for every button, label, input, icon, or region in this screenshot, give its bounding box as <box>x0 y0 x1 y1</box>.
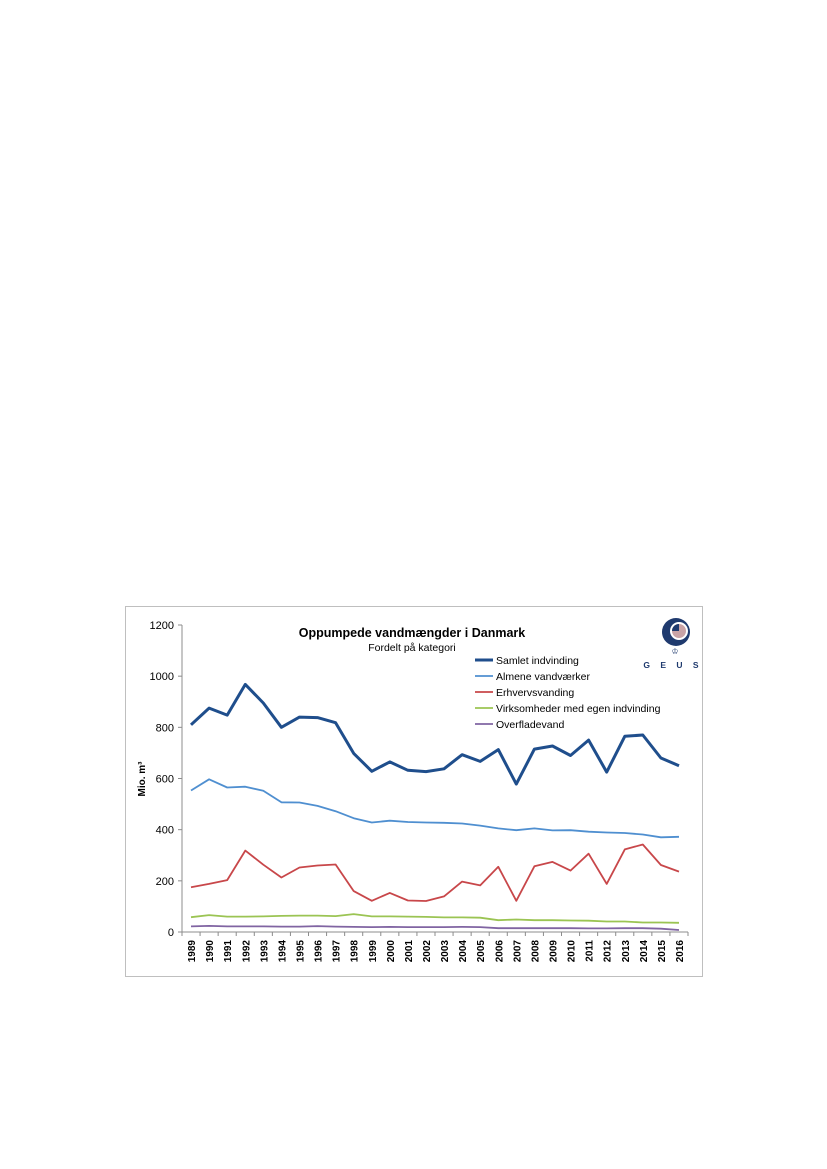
x-tick-label: 1997 <box>331 940 343 963</box>
chart-title: Oppumpede vandmængder i Danmark <box>298 626 526 640</box>
legend <box>475 655 661 731</box>
y-tick-label: 200 <box>155 875 174 888</box>
x-tick-label: 2006 <box>494 940 506 963</box>
x-tick-label: 2012 <box>602 940 614 963</box>
x-tick-label: 2004 <box>458 940 470 963</box>
y-tick-label: 1200 <box>149 620 174 632</box>
x-tick-label: 1993 <box>259 940 271 963</box>
crown-icon: ♔ <box>671 647 679 656</box>
legend-label: Erhvervsvanding <box>496 687 575 699</box>
chart-subtitle: Fordelt på kategori <box>368 642 456 654</box>
legend-label: Overfladevand <box>496 719 565 731</box>
x-tick-label: 1992 <box>241 940 253 963</box>
x-tick-label: 2001 <box>403 940 415 963</box>
x-tick-label: 1995 <box>295 940 307 963</box>
x-tick-label: 2008 <box>530 940 542 963</box>
series-lines <box>191 684 679 930</box>
y-tick-label: 400 <box>155 824 174 837</box>
series-line-almene-vandv-rker <box>191 779 679 837</box>
x-tick-label: 1999 <box>367 940 379 963</box>
x-tick-label: 2003 <box>440 940 452 963</box>
y-tick-label: 600 <box>155 773 174 786</box>
legend-label: Samlet indvinding <box>496 655 579 667</box>
series-line-samlet-indvinding <box>191 684 679 784</box>
line-chart <box>126 607 704 978</box>
series-line-overfladevand <box>191 926 679 930</box>
x-tick-label: 2010 <box>566 940 578 963</box>
x-tick-label: 1989 <box>187 940 199 963</box>
y-tick-label: 1000 <box>149 671 174 684</box>
x-tick-label: 2007 <box>512 940 524 963</box>
x-tick-label: 1994 <box>277 940 289 963</box>
x-tick-label: 2011 <box>584 940 596 962</box>
x-ticks <box>182 932 688 962</box>
logo-text: G E U S <box>643 660 703 670</box>
y-tick-label: 800 <box>155 722 174 735</box>
axes <box>182 625 688 932</box>
chart-frame <box>125 606 703 977</box>
geus-logo <box>643 618 702 670</box>
x-tick-label: 2009 <box>548 940 560 963</box>
y-axis-label: Mio. m³ <box>137 761 148 797</box>
x-tick-label: 2000 <box>385 940 397 963</box>
x-tick-label: 1991 <box>223 940 235 963</box>
legend-label: Almene vandværker <box>496 671 590 683</box>
x-tick-label: 1996 <box>313 940 325 963</box>
x-tick-label: 2002 <box>421 940 433 963</box>
series-line-erhvervsvanding <box>191 845 679 902</box>
x-tick-label: 2014 <box>638 940 650 963</box>
y-tick-label: 0 <box>167 927 174 939</box>
x-tick-label: 2005 <box>476 940 488 963</box>
y-ticks <box>150 620 182 939</box>
x-tick-label: 2015 <box>656 940 668 963</box>
legend-label: Virksomheder med egen indvinding <box>496 703 661 715</box>
x-tick-label: 1990 <box>205 940 217 963</box>
x-tick-label: 2013 <box>620 940 632 963</box>
x-tick-label: 1998 <box>349 940 361 963</box>
x-tick-label: 2016 <box>674 940 686 963</box>
series-line-virksomheder-med-egen-indvinding <box>191 914 679 923</box>
